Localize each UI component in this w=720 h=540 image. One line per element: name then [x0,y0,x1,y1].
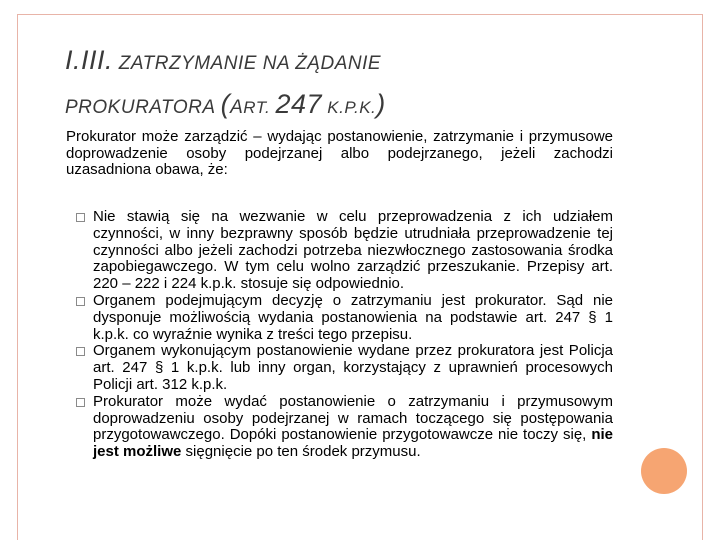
title-art-number: 247 [275,89,323,119]
checkbox-bullet-icon [76,347,85,356]
slide-title [65,40,665,128]
bullet-item [76,293,613,343]
title-art-b: RT. [243,98,276,117]
title-paren-close: ) [376,89,386,119]
intro-paragraph: Prokurator może zarządzić – wydając postanowienie, zatrzymanie i przymusowe doprowadzenie osoby podejrzanej albo podejrzanego, jeżeli zachodzi uzasadniona obawa, że: [66,128,613,178]
title-line1: ZATRZYMANIE NA ŻĄDANIE [118,53,382,74]
bullet-item [76,343,613,393]
bullet-text: Organem wykonującym postanowienie wydane przez prokuratora jest Policja art. 247 § 1 k.p.k. lub inny organ, korzystający z uprawnień procesowych Policji art. 312 k.p.k. [93,342,613,393]
decorative-circle [641,448,687,494]
checkbox-bullet-icon [76,398,85,407]
title-paren-open: ( [220,89,231,119]
bullet-text: Organem podejmującym decyzję o zatrzymaniu jest prokurator. Sąd nie dysponuje możliwością wydania postanowienia na podstawie art. 247 § 1 k.p.k. co wyraźnie wynika z treści tego przepisu. [93,291,613,343]
bullet-item [76,394,613,461]
bullet-list [76,209,613,461]
checkbox-bullet-icon [76,297,85,306]
bullet-bold-text: nie jest możliwe [93,426,613,461]
title-art-a: A [230,97,244,118]
bullet-text: Prokurator może wydać postanowienie o zatrzymaniu i przymusowym doprowadzeniu osoby podejrzanej w ramach toczącego się postępowania przygotowawczego. Dopóki postanowienie przygotowawcze nie toczy się, [93,392,613,444]
title-kpk: K.P.K. [322,98,377,117]
checkbox-bullet-icon [76,213,85,222]
bullet-text-tail: sięgnięcie po ten środek przymusu. [185,443,421,461]
bullet-item [76,209,613,293]
title-roman: I.III. [65,45,114,75]
title-prokuratora: PROKURATORA [65,97,215,118]
bullet-text: Nie stawią się na wezwanie w celu przeprowadzenia z ich udziałem czynności, w inny bezprawny sposób będzie utrudniała przeprowadzenie tej czynności albo jeżeli zachodzi potrzeba niezwłocznego zastosowania środka zapobiegawczego. W tym celu wolno zarządzić przeszukanie. Przepisy art. 220 – 222 i 224 k.p.k. stosuje się odpowiednio. [93,208,613,293]
